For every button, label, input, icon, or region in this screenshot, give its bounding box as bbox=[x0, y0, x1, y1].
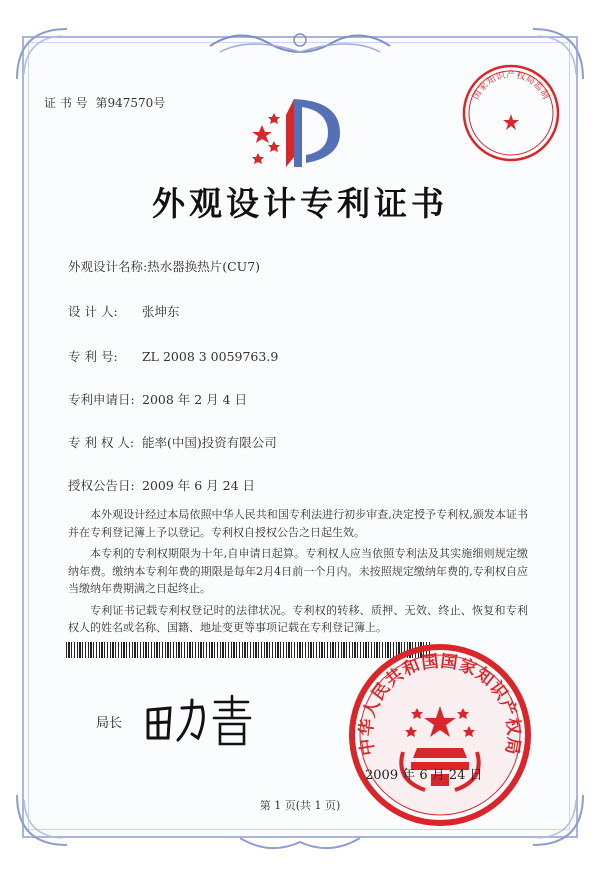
body-paragraph: 本外观设计经过本局依照中华人民共和国专利法进行初步审查,决定授予专利权,颁发本证书并在专利登记簿上予以登记。专利权自授权公告之日起生效。 bbox=[68, 508, 528, 539]
field-value: ZL 2008 3 0059763.9 bbox=[142, 349, 279, 364]
field-value: 2008 年 2 月 4 日 bbox=[142, 392, 248, 407]
certificate-number-value: 第947570号 bbox=[95, 96, 166, 110]
field-label: 授权公告日: bbox=[68, 478, 135, 493]
field-patent-number bbox=[68, 347, 278, 365]
field-grant-date bbox=[68, 476, 255, 494]
top-ornament bbox=[200, 26, 400, 60]
field-design-name bbox=[68, 257, 260, 275]
field-label: 外观设计名称: bbox=[68, 259, 148, 274]
field-value: 热水器换热片(CU7) bbox=[147, 259, 261, 274]
certificate-number-label: 证 书 号 bbox=[44, 96, 88, 110]
certificate-title: 外观设计专利证书 bbox=[152, 184, 448, 223]
field-patentee bbox=[68, 433, 277, 451]
seal-small-text: 国家知识产权局监制 bbox=[471, 70, 551, 102]
certificate-number bbox=[44, 94, 165, 111]
field-application-date bbox=[68, 390, 247, 408]
field-label: 专 利 权 人: bbox=[68, 435, 135, 450]
field-value: 2009 年 6 月 24 日 bbox=[142, 478, 256, 493]
left-top-ornament bbox=[12, 24, 72, 84]
director-signature bbox=[140, 690, 260, 750]
field-label: 专利申请日: bbox=[68, 392, 135, 407]
field-label: 设 计 人: bbox=[68, 304, 118, 319]
issue-date: 2009 年 6 月 24 日 bbox=[365, 768, 483, 783]
certificate-body bbox=[68, 506, 528, 637]
field-label: 专 利 号: bbox=[68, 349, 118, 364]
body-paragraph: 本专利的专利权期限为十年,自申请日起算。专利权人应当依照专利法及其实施细则规定缴纳年费。缴纳本专利年费的期限是每年2月4日前一个月内。未按照规定缴纳年费的,专利权自应当缴纳年费期满之日起终止。 bbox=[68, 547, 528, 595]
field-designer bbox=[68, 302, 180, 320]
field-value: 能率(中国)投资有限公司 bbox=[142, 435, 277, 450]
svg-text:国家知识产权局监制 bbox=[470, 69, 552, 102]
page-indicator: 第 1 页(共 1 页) bbox=[259, 799, 341, 812]
director-label: 局长 bbox=[96, 716, 123, 731]
patent-office-logo bbox=[248, 95, 348, 170]
printing-seal bbox=[460, 62, 562, 164]
body-paragraph: 专利证书记载专利权登记时的法律状况。专利权的转移、质押、无效、终止、恢复和专利权人的姓名或名称、国籍、地址变更等事项记载在专利登记簿上。 bbox=[68, 603, 528, 634]
bottom-ornament bbox=[230, 832, 370, 856]
seal-main-text: 中华人民共和国国家知识产权局 bbox=[356, 651, 524, 757]
field-value: 张坤东 bbox=[142, 304, 180, 319]
